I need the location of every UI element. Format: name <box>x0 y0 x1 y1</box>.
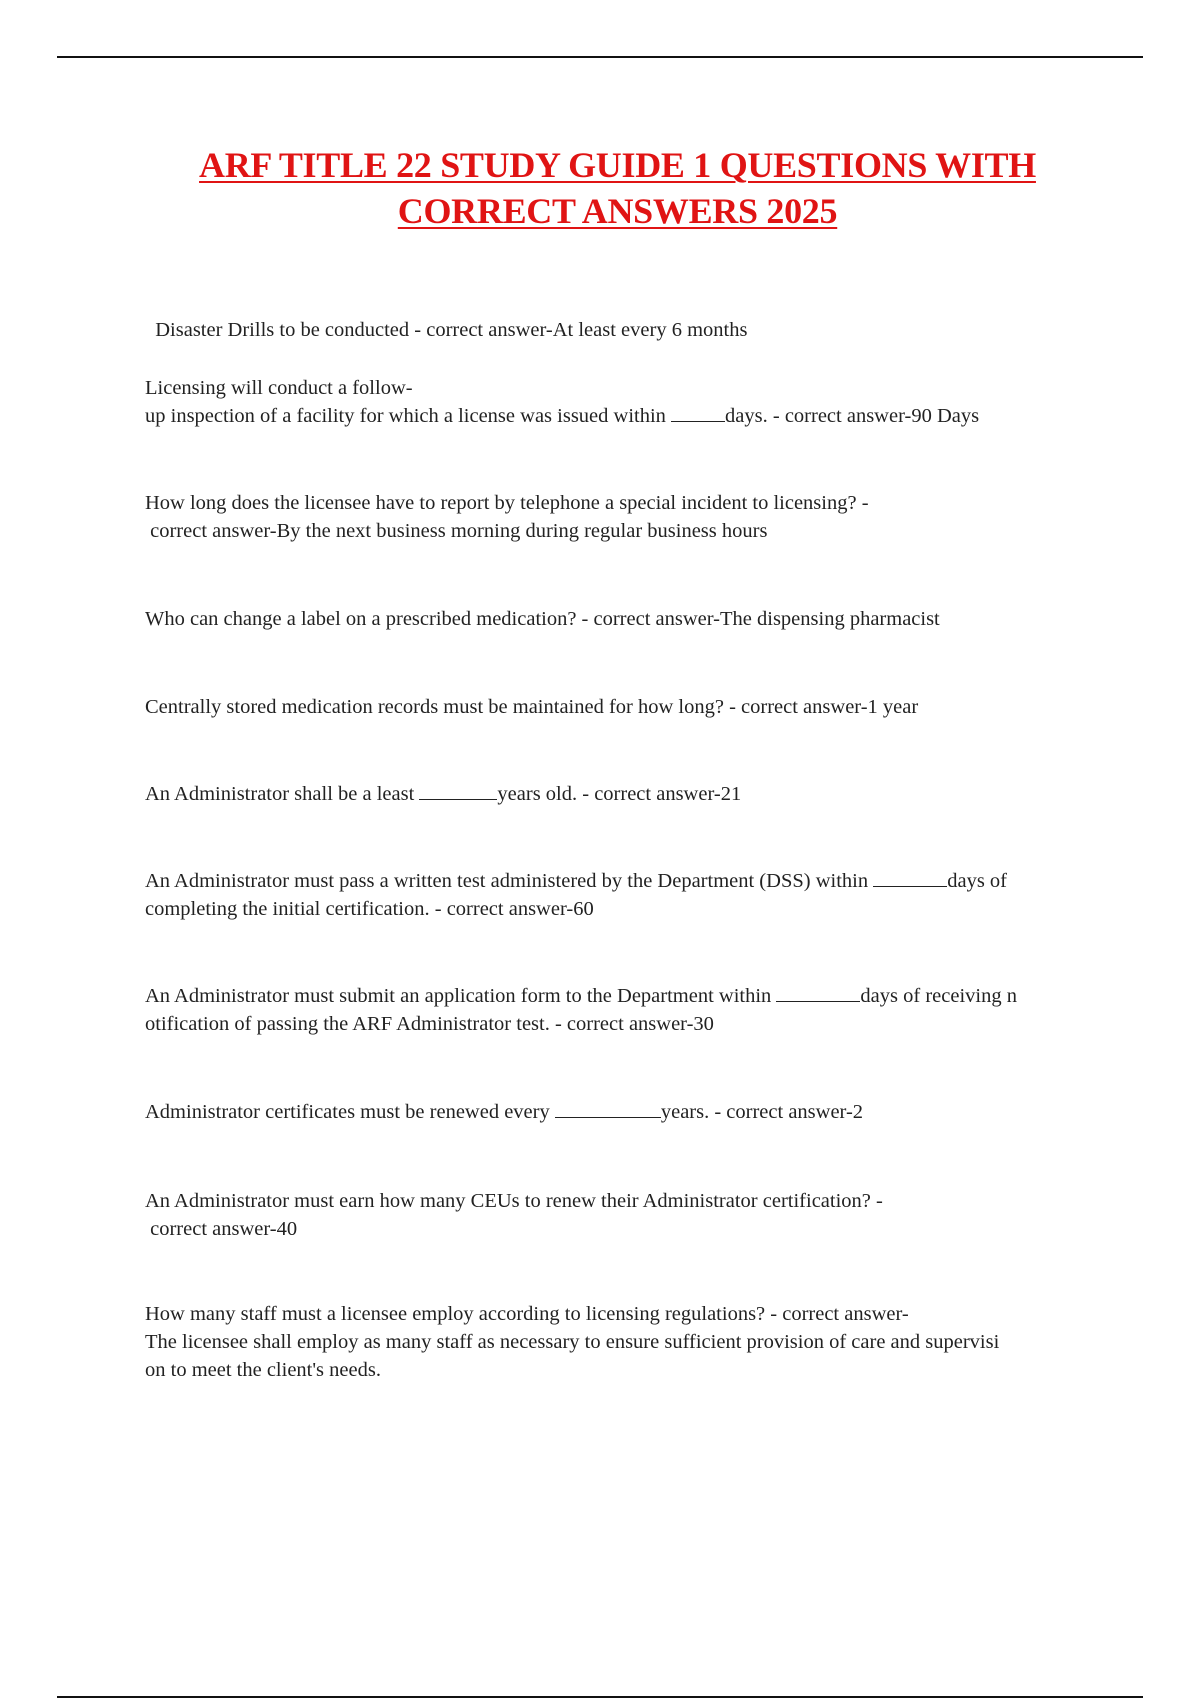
qa-text: Licensing will conduct a follow- up inspection of a facility for which a license was issued within <box>145 377 666 427</box>
qa-text-after: days of completing the initial certification. - correct answer-60 <box>145 870 1007 920</box>
title-line-2: CORRECT ANSWERS 2025 <box>397 191 838 231</box>
qa-item-9 <box>145 1098 1095 1126</box>
qa-text: Centrally stored medication records must be maintained for how long? - correct answer-1 year <box>145 696 919 718</box>
document-title <box>120 142 1115 234</box>
qa-item-5 <box>145 693 1095 721</box>
qa-text-after: years old. - correct answer-21 <box>497 783 742 805</box>
qa-text: An Administrator must earn how many CEUs to renew their Administrator certification? - correct answer-40 <box>145 1190 883 1240</box>
qa-text: How long does the licensee have to report by telephone a special incident to licensing? - correct answer-By the next business morning during regular business hours <box>145 492 869 542</box>
qa-item-11 <box>145 1300 1095 1384</box>
qa-text-after: days. - correct answer-90 Days <box>725 405 980 427</box>
answer-blank <box>776 983 860 1002</box>
qa-item-6 <box>145 780 1095 808</box>
qa-item-2 <box>145 374 1095 430</box>
qa-text: Disaster Drills to be conducted - correct answer-At least every 6 months <box>155 319 748 341</box>
bottom-rule <box>57 1696 1143 1698</box>
qa-text: Administrator certificates must be renewed every <box>145 1101 555 1123</box>
qa-text: Who can change a label on a prescribed medication? - correct answer-The dispensing pharmacist <box>145 608 940 630</box>
answer-blank <box>671 403 725 422</box>
qa-item-4 <box>145 605 1095 633</box>
qa-text-after: years. - correct answer-2 <box>660 1101 864 1123</box>
qa-text: An Administrator must submit an application form to the Department within <box>145 985 777 1007</box>
qa-item-1 <box>145 288 1095 344</box>
qa-text: An Administrator must pass a written test administered by the Department (DSS) within <box>145 870 874 892</box>
qa-text: An Administrator shall be a least <box>145 783 420 805</box>
answer-blank <box>555 1099 661 1118</box>
qa-item-3 <box>145 489 1095 545</box>
title-line-1: ARF TITLE 22 STUDY GUIDE 1 QUESTIONS WITH <box>199 145 1036 185</box>
qa-item-7 <box>145 867 1095 923</box>
qa-item-10 <box>145 1187 1095 1243</box>
top-rule <box>57 56 1143 58</box>
answer-blank <box>873 868 947 887</box>
qa-item-8 <box>145 982 1095 1038</box>
answer-blank <box>419 781 497 800</box>
qa-text-after: days of receiving n otification of passing the ARF Administrator test. - correct answer-30 <box>145 985 1017 1035</box>
qa-text: How many staff must a licensee employ according to licensing regulations? - correct answer- The licensee shall employ as many staff as necessary to ensure sufficient provision of care and supervisi on to meet the client's needs. <box>145 1303 1000 1381</box>
